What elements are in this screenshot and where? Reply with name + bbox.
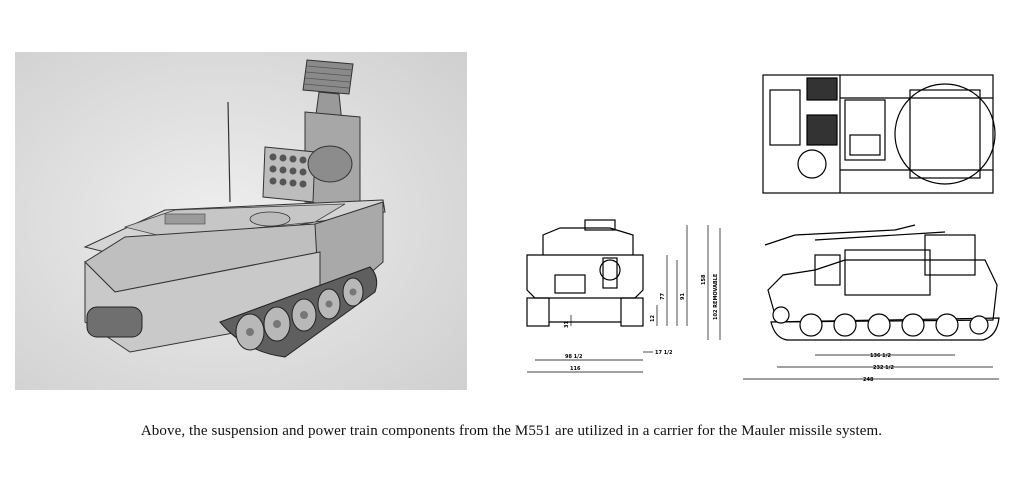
side-view-dimensions <box>708 225 999 379</box>
dim-side-hull-length: 232 1/2 <box>873 365 894 371</box>
dim-side-height-removable: 102 REMOVABLE <box>713 273 719 320</box>
dim-side-overall-length: 248 <box>863 377 874 383</box>
dim-ground-clearance: 17 1/2 <box>655 350 673 356</box>
dim-front-height-c: 12 <box>650 315 656 322</box>
dim-front-width-total: 116 <box>570 366 581 372</box>
dim-side-height-total: 158 <box>701 274 707 285</box>
front-view-drawing <box>527 220 643 326</box>
dim-front-height-a: 77 <box>660 293 666 300</box>
dimension-drawings-svg <box>515 60 1010 390</box>
mauler-vehicle-photo <box>15 52 467 390</box>
dim-front-height-b: 91 <box>680 293 686 300</box>
vehicle-illustration <box>15 52 467 390</box>
side-view-road-wheels <box>773 307 988 336</box>
dim-front-hatch: 31 <box>564 321 570 328</box>
figure-caption: Above, the suspension and power train components from the M551 are utilized in a carrier for the Mauler missile system. <box>140 423 883 439</box>
top-view-drawing <box>763 75 995 193</box>
technical-drawings <box>515 60 1010 390</box>
dim-side-track-length: 136 1/2 <box>870 353 891 359</box>
dim-front-width-inner: 98 1/2 <box>565 354 583 360</box>
